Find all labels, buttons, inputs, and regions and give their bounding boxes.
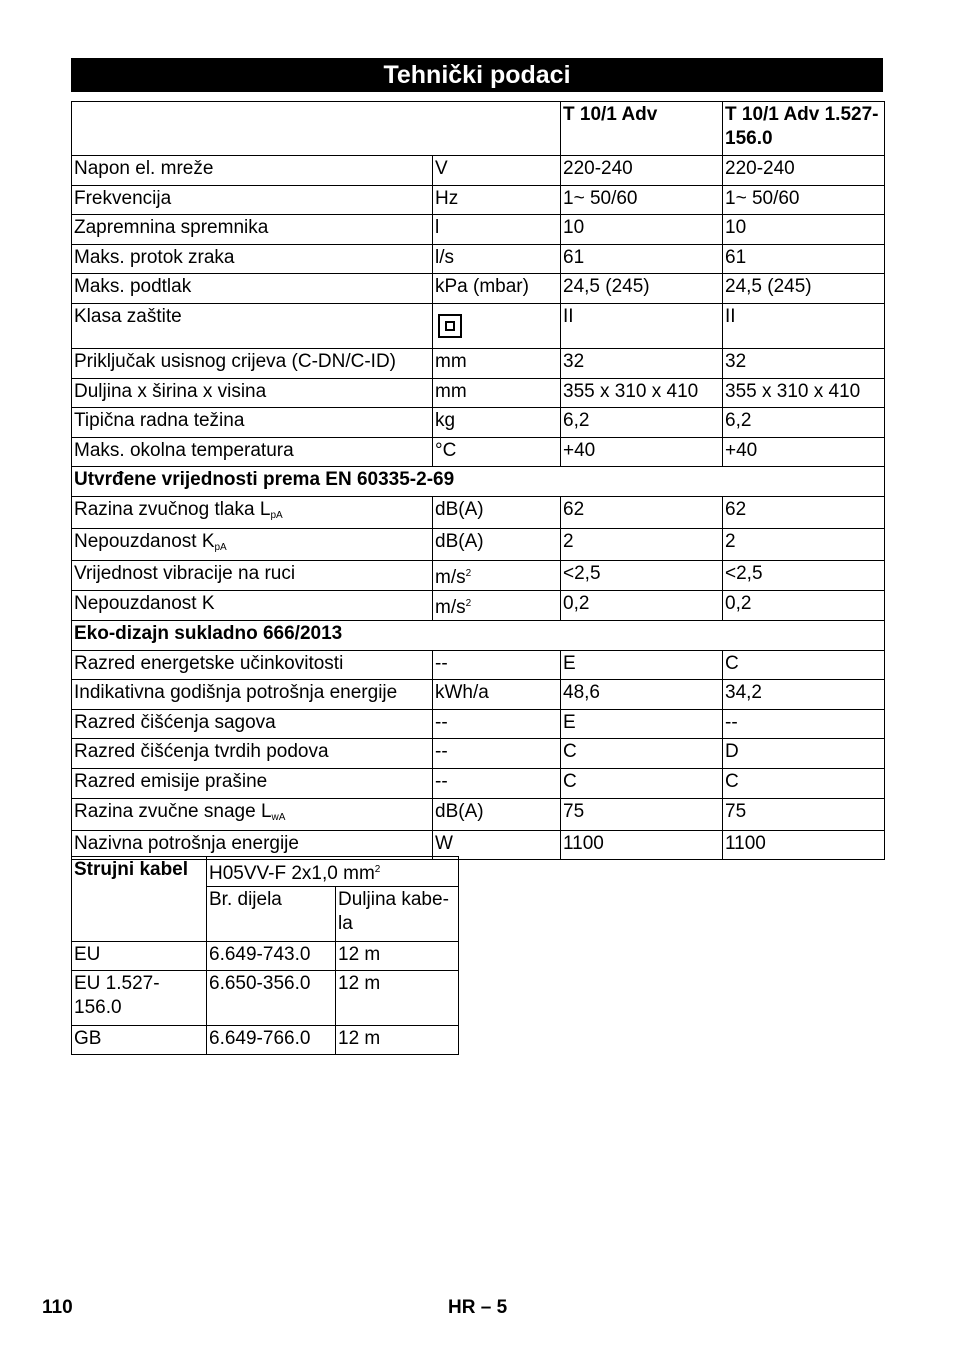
row-value-model-1: 355 x 310 x 410 (561, 378, 723, 408)
row-value-model-2: C (723, 768, 885, 798)
row-unit: V (433, 156, 561, 186)
row-value-model-1: 1100 (561, 830, 723, 860)
table-row (72, 528, 885, 560)
table-row (72, 274, 885, 304)
row-value-model-1: 0,2 (561, 590, 723, 620)
table-row (72, 378, 885, 408)
row-value-model-1: E (561, 650, 723, 680)
power-cable-table (71, 856, 459, 1055)
cable-length: 12 m (336, 971, 459, 1026)
cable-row (72, 942, 459, 971)
cable-spec-text: H05VV-F 2x1,0 mm (209, 863, 375, 884)
row-unit-sup: 2 (465, 597, 472, 609)
row-label: Nazivna potrošnja energije (72, 830, 433, 860)
row-value-model-2: 1100 (723, 830, 885, 860)
table-row (72, 437, 885, 467)
row-unit-sup: 2 (465, 567, 472, 579)
cable-row (72, 971, 459, 1026)
row-value-model-1: 48,6 (561, 680, 723, 710)
row-unit: -- (433, 768, 561, 798)
row-label (72, 798, 433, 830)
row-unit: mm (433, 348, 561, 378)
table-row (72, 768, 885, 798)
row-unit: dB(A) (433, 528, 561, 560)
header-model-1: T 10/1 Adv (561, 102, 723, 156)
row-label: Tipična radna težina (72, 408, 433, 438)
row-label: Nepouzdanost K (72, 590, 433, 620)
header-model-2: T 10/1 Adv 1.527-156.0 (723, 102, 885, 156)
cable-length: 12 m (336, 1026, 459, 1055)
row-value-model-2: 75 (723, 798, 885, 830)
protection-class-ii-icon (438, 314, 462, 338)
row-label: Maks. protok zraka (72, 244, 433, 274)
section-heading-eco: Eko-dizajn sukladno 666/2013 (72, 620, 885, 650)
row-value-model-2: C (723, 650, 885, 680)
table-row (72, 215, 885, 245)
row-value-model-1: C (561, 768, 723, 798)
cable-row (72, 1026, 459, 1055)
section-row (72, 467, 885, 497)
row-value-model-1: 10 (561, 215, 723, 245)
cable-label: Strujni kabel (72, 857, 207, 942)
row-value-model-2: 34,2 (723, 680, 885, 710)
row-value-model-2: 61 (723, 244, 885, 274)
row-value-model-2: <2,5 (723, 560, 885, 590)
cable-part-number: 6.649-766.0 (207, 1026, 336, 1055)
row-label: Razred emisije prašine (72, 768, 433, 798)
cable-col-part: Br. dijela (207, 887, 336, 942)
row-label-sub: pA (270, 509, 283, 521)
row-value-model-2: II (723, 303, 885, 348)
cable-region: GB (72, 1026, 207, 1055)
table-row (72, 560, 885, 590)
table-row (72, 680, 885, 710)
row-value-model-2: 6,2 (723, 408, 885, 438)
row-value-model-2: -- (723, 709, 885, 739)
row-value-model-1: 1~ 50/60 (561, 185, 723, 215)
table-row (72, 496, 885, 528)
row-value-model-2: 2 (723, 528, 885, 560)
row-value-model-1: 220-240 (561, 156, 723, 186)
row-value-model-2: +40 (723, 437, 885, 467)
row-value-model-2: 32 (723, 348, 885, 378)
table-row (72, 650, 885, 680)
row-label: Priključak usisnog crijeva (C-DN/C-ID) (72, 348, 433, 378)
row-label: Vrijednost vibracije na ruci (72, 560, 433, 590)
row-value-model-2: 0,2 (723, 590, 885, 620)
table-header-row (72, 102, 885, 156)
row-value-model-1: 62 (561, 496, 723, 528)
row-value-model-1: +40 (561, 437, 723, 467)
row-value-model-1: II (561, 303, 723, 348)
table-row (72, 590, 885, 620)
row-unit: W (433, 830, 561, 860)
table-row (72, 798, 885, 830)
cable-spec-sup: 2 (374, 864, 381, 875)
row-label: Napon el. mreže (72, 156, 433, 186)
row-label: Razred energetske učinkovitosti (72, 650, 433, 680)
row-unit: Hz (433, 185, 561, 215)
row-value-model-1: 61 (561, 244, 723, 274)
cable-length: 12 m (336, 942, 459, 971)
row-value-model-2: 10 (723, 215, 885, 245)
row-value-model-2: 62 (723, 496, 885, 528)
page-title: Tehnički podaci (71, 58, 883, 92)
row-unit: °C (433, 437, 561, 467)
cable-region: EU (72, 942, 207, 971)
section-heading-noise: Utvrđene vrijednosti prema EN 60335-2-69 (72, 467, 885, 497)
row-value-model-2: 1~ 50/60 (723, 185, 885, 215)
row-value-model-1: <2,5 (561, 560, 723, 590)
row-unit: dB(A) (433, 798, 561, 830)
table-row (72, 709, 885, 739)
table-row (72, 156, 885, 186)
row-unit: kg (433, 408, 561, 438)
header-empty-cell (72, 102, 561, 156)
row-label-text: Nepouzdanost K (74, 530, 215, 552)
technical-data-table (71, 101, 885, 860)
table-row (72, 739, 885, 769)
cable-spec (207, 857, 459, 887)
row-label: Maks. podtlak (72, 274, 433, 304)
row-label-sub: wA (271, 811, 286, 823)
row-unit (433, 590, 561, 620)
cable-part-number: 6.650-356.0 (207, 971, 336, 1026)
cable-region: EU 1.527-156.0 (72, 971, 207, 1026)
table-row (72, 303, 885, 348)
table-row (72, 244, 885, 274)
row-unit: kPa (mbar) (433, 274, 561, 304)
row-unit: l/s (433, 244, 561, 274)
row-unit: l (433, 215, 561, 245)
row-unit-text: m/s (435, 566, 466, 588)
table-row (72, 185, 885, 215)
row-unit: -- (433, 650, 561, 680)
row-value-model-1: 32 (561, 348, 723, 378)
cable-spec-row (72, 857, 459, 887)
row-value-model-2: 220-240 (723, 156, 885, 186)
row-unit-text: m/s (435, 596, 466, 618)
row-value-model-1: E (561, 709, 723, 739)
row-label: Indikativna godišnja potrošnja energije (72, 680, 433, 710)
row-label: Duljina x širina x visina (72, 378, 433, 408)
row-value-model-2: D (723, 739, 885, 769)
row-value-model-1: 24,5 (245) (561, 274, 723, 304)
row-value-model-1: 2 (561, 528, 723, 560)
row-label (72, 496, 433, 528)
section-row (72, 620, 885, 650)
row-unit: kWh/a (433, 680, 561, 710)
section-indicator: HR – 5 (448, 1297, 508, 1318)
row-value-model-1: C (561, 739, 723, 769)
row-value-model-1: 6,2 (561, 408, 723, 438)
page-number: 110 (42, 1297, 73, 1318)
row-label: Frekvencija (72, 185, 433, 215)
row-unit (433, 560, 561, 590)
row-label: Razred čišćenja tvrdih podova (72, 739, 433, 769)
cable-col-length: Duljina kabe-la (336, 887, 459, 942)
row-value-model-2: 355 x 310 x 410 (723, 378, 885, 408)
row-unit: -- (433, 709, 561, 739)
row-label (72, 528, 433, 560)
row-label: Razred čišćenja sagova (72, 709, 433, 739)
row-value-model-2: 24,5 (245) (723, 274, 885, 304)
cable-part-number: 6.649-743.0 (207, 942, 336, 971)
row-unit: -- (433, 739, 561, 769)
row-label: Maks. okolna temperatura (72, 437, 433, 467)
row-unit: dB(A) (433, 496, 561, 528)
table-row (72, 348, 885, 378)
row-value-model-1: 75 (561, 798, 723, 830)
row-label-text: Razina zvučnog tlaka L (74, 498, 271, 520)
row-label: Klasa zaštite (72, 303, 433, 348)
row-label-text: Razina zvučne snage L (74, 800, 272, 822)
row-label-sub: pA (214, 541, 227, 553)
row-unit (433, 303, 561, 348)
table-row (72, 408, 885, 438)
row-label: Zapremnina spremnika (72, 215, 433, 245)
row-unit: mm (433, 378, 561, 408)
